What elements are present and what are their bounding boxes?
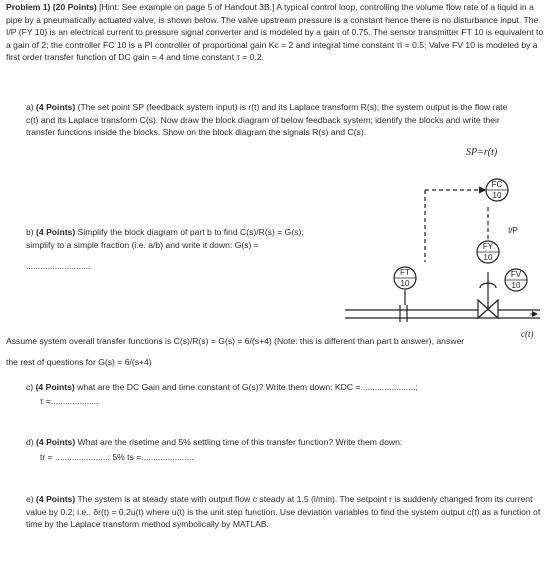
control-valve [478, 283, 498, 318]
part-b-line2: simplify to a simple fraction (i.e. a/b) and write it down: G(s) = [26, 240, 259, 250]
fv-num: 10 [511, 281, 521, 290]
fy-num: 10 [483, 253, 493, 262]
part-b-points: (4 Points) [36, 227, 76, 237]
part-b-line1: Simplify the block diagram of part b to find C(s)/R(s) = G(s); [77, 227, 304, 237]
fy-tag: FY [482, 242, 494, 251]
part-d-label: d) [26, 437, 34, 447]
fc-controller [486, 179, 508, 201]
fv-valve-tag [505, 269, 527, 291]
fc-tag: FC [491, 180, 503, 189]
part-c-label: c) [26, 382, 34, 392]
part-b-label: b) [26, 227, 34, 237]
part-c-tau: τ =.................... [40, 396, 99, 406]
ft-tag: FT [400, 268, 410, 277]
part-e-text: The system is at steady state with output flow c steady at 1.5 (l/min). The setpoint r is suddenly changed from its current value by 0.2; i.e., δr(t) = 0.2u(t) where u(t) is the unit step function. Use deviation variables to find the system output c(t) as a function of time by the Laplace transform method symbolically by MATLAB. [26, 494, 541, 530]
fy-converter [477, 241, 499, 263]
problem-heading: Problem 1) (20 Points) [6, 2, 97, 12]
assumption-text: Assume system overall transfer functions is C(s)/R(s) = G(s) = 6/(s+4) (Note: this is different than part b answer), answer [6, 336, 465, 346]
assumption-rest: the rest of questions for G(s) = 6/(s+4) [6, 357, 152, 367]
part-a-points: (4 Points) [36, 102, 76, 112]
part-d-text: What are the risetime and 5% settling time of this transfer function? Write them down: [77, 437, 403, 447]
part-d-answers: tr = ......................; 5% ts =...................... [40, 452, 194, 462]
setpoint-label: SP=r(t) [466, 147, 498, 158]
ft-num: 10 [400, 279, 410, 288]
ip-symbol: I/P [508, 226, 518, 235]
ft-transmitter [394, 267, 416, 289]
fv-tag: FV [510, 270, 522, 279]
part-b-blank: ........................... [26, 261, 91, 271]
problem-intro-text: [Hint: See example on page 5 of Handout 3B.] A typical control loop, controlling the volume flow rate of a liquid in a pipe by a pneumatically actuated valve, is shown below. The valve upstream pressure is a constant hence there is no disturbance input. The I/P (FY 10) is an electrical current to pressure signal converter and is modeled by a gain of 0.75. The sensor transmitter FT 10 is equivalent to a gain of 2; the controller FC 10 is a PI controller of proportional gain Kc = 2 and integral time constant τI = 0.5; Valve FV 10 is modeled by a first order transfer function of DC gain = 4 and time constant τ = 0.2. [6, 2, 544, 63]
fc-num: 10 [492, 191, 502, 200]
pipe [345, 290, 540, 322]
part-e-points: (4 Points) [36, 494, 76, 504]
signal-lines [425, 190, 488, 288]
part-a-label: a) [26, 102, 34, 112]
part-e-label: e) [26, 494, 34, 504]
part-a-text: (The set point SP (feedback system input) is r(t) and its Laplace transform R(s); the system output is the flow rate c(t) and its Laplace transform C(s). Now draw the block diagram of below feedback system; identify the blocks and write their transfer functions inside the blocks. Show on the block diagram the signals R(s) and C(s). [26, 102, 508, 138]
part-d-points: (4 Points) [36, 437, 76, 447]
part-c-text: what are the DC Gain and time constant of G(s)? Write them down: KDC = ......................; [77, 382, 418, 392]
ip-converter-symbol [508, 226, 518, 235]
part-c-points: (4 Points) [35, 382, 75, 392]
output-label: c(t) [521, 329, 534, 339]
